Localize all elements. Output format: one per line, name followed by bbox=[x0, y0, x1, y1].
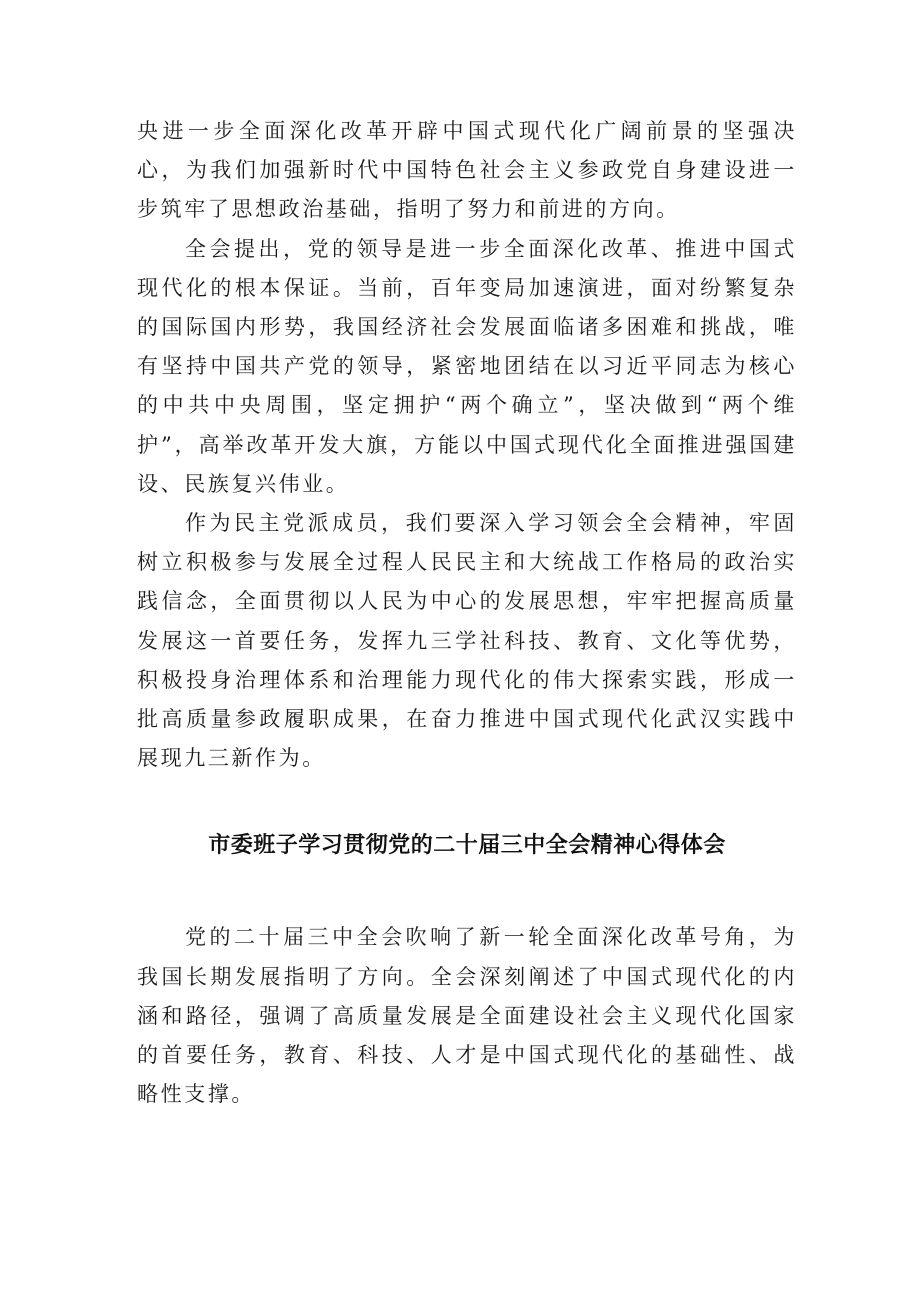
paragraph-1: 央进一步全面深化改革开辟中国式现代化广阔前景的坚强决心，为我们加强新时代中国特色社会主义参政党自身建设进一步筑牢了思想政治基础，指明了努力和前进的方向。 bbox=[137, 119, 797, 222]
paragraph-4: 党的二十届三中全会吹响了新一轮全面深化改革号角，为我国长期发展指明了方向。全会深刻阐述了中国式现代化的内涵和路径，强调了高质量发展是全面建设社会主义现代化国家的首要任务，教育、科技、人才是中国式现代化的基础性、战略性支撑。 bbox=[137, 925, 797, 1107]
paragraph-3: 作为民主党派成员，我们要深入学习领会全会精神，牢固树立积极参与发展全过程人民民主和大统战工作格局的政治实践信念，全面贯彻以人民为中心的发展思想，牢牢把握高质量发展这一首要任务，发挥九三学社科技、教育、文化等优势，积极投身治理体系和治理能力现代化的伟大探索实践，形成一批高质量参政履职成果，在奋力推进中国式现代化武汉实践中展现九三新作为。 bbox=[137, 511, 797, 771]
section-title: 市委班子学习贯彻党的二十届三中全会精神心得体会 bbox=[208, 833, 726, 859]
document-body bbox=[137, 112, 797, 1114]
paragraph-2: 全会提出，党的领导是进一步全面深化改革、推进中国式现代化的根本保证。当前，百年变局加速演进，面对纷繁复杂的国际国内形势，我国经济社会发展面临诸多困难和挑战，唯有坚持中国共产党的领导，紧密地团结在以习近平同志为核心的中共中央周围，坚定拥护“两个确立”，坚决做到“两个维护”，高举改革开发大旗，方能以中国式现代化全面推进强国建设、民族复兴伟业。 bbox=[137, 236, 797, 496]
